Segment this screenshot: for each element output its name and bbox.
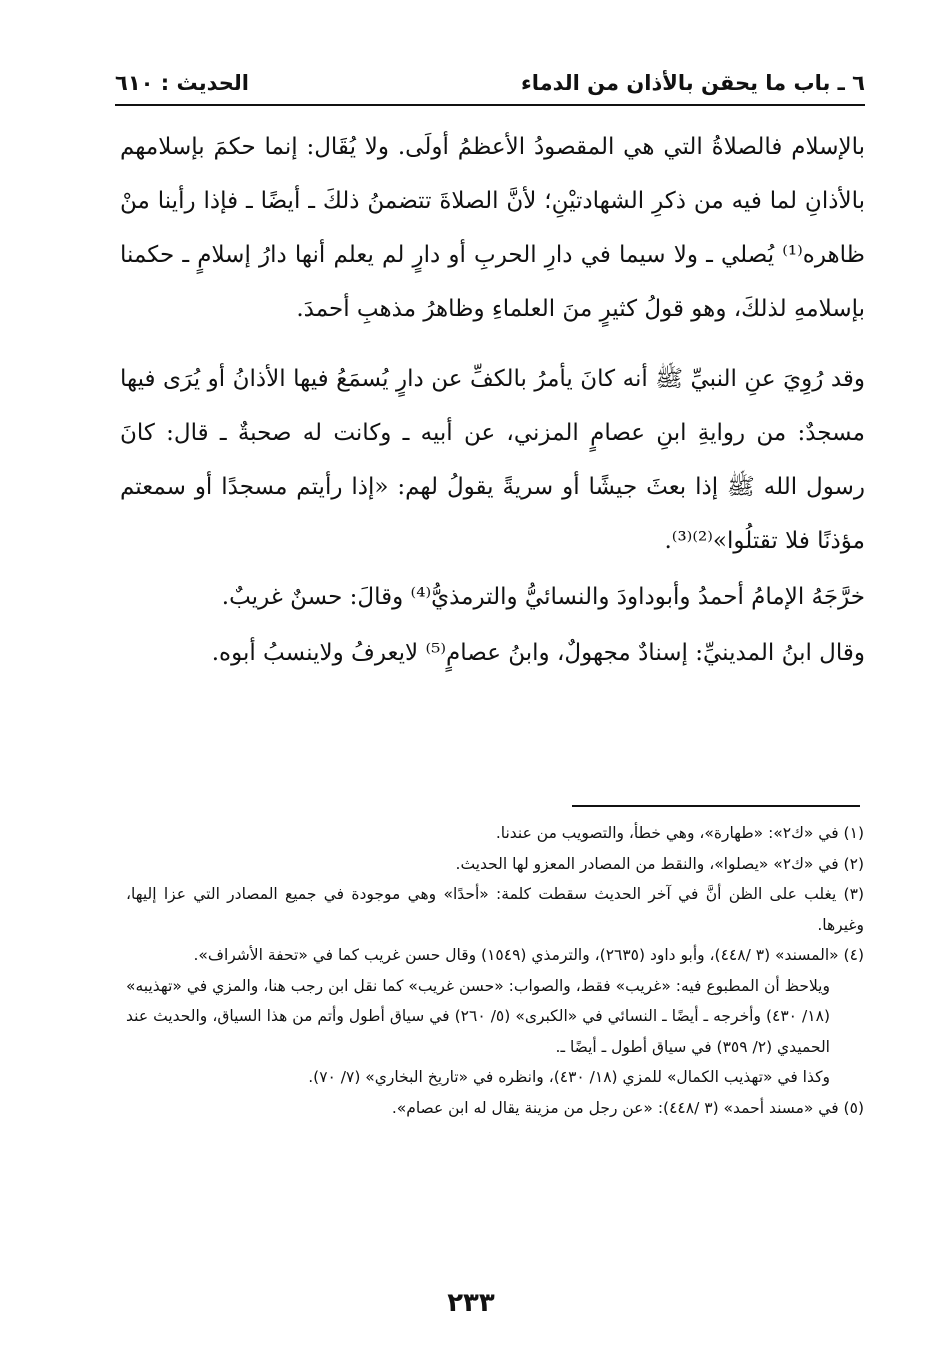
footnote-separator xyxy=(572,805,860,807)
footnote-2: (٢) في «ك٢» «يصلوا»، والنقط من المصادر المعزو لها الحديث. xyxy=(455,854,864,873)
header-rule xyxy=(115,104,865,106)
paragraph-1: بالإسلام فالصلاةُ التي هي المقصودُ الأعظمُ أولَى. ولا يُقَال: إنما حكمَ بإسلامهم بالأذانِ لما فيه من ذكرِ الشهادتيْنِ؛ لأنَّ الصلاةَ تتضمنُ ذلكَ ـ أيضًا ـ فإذا رأينا منْ ظاهره⁽¹⁾ يُصلي ـ ولا سيما في دارِ الحربِ أو دارٍ لم يعلم أنها دارُ إسلامٍ ـ حكمنا بإسلامهِ لذلكَ، وهو قولُ كثيرٍ منَ العلماءِ وظاهرُ مذهبِ أحمدَ. xyxy=(120,134,865,322)
footnote-4: (٤) «المسند» (٣ /٤٤٨)، وأبو داود (٢٦٣٥)، والترمذي (١٥٤٩) وقال حسن غريب كما في «تحفة الأشراف». xyxy=(193,946,864,964)
hadith-reference: الحديث : ٦١٠ xyxy=(115,71,249,95)
footnotes xyxy=(126,818,864,1123)
footnote-4-continuation-2: وكذا في «تهذيب الكمال» للمزي (١٨/ ٤٣٠)، وانظره في «تاريخ البخاري» (٧/ ٧٠). xyxy=(308,1068,830,1086)
running-header xyxy=(115,66,865,100)
footnote-3: (٣) يغلب على الظن أنَّ في آخر الحديث سقطت كلمة: «أحدًا» وهي موجودة في جميع المصادر التي عزا إليها، وغيرها. xyxy=(126,885,864,934)
paragraph-3: خرَّجَهُ الإمامُ أحمدُ وأبوداودَ والنسائيُّ والترمذيُّ⁽⁴⁾ وقالَ: حسنٌ غريبٌ. xyxy=(221,584,865,610)
footnote-5: (٥) في «مسند أحمد» (٣ /٤٤٨): «عن رجل من مزينة يقال له ابن عصام». xyxy=(391,1098,864,1117)
chapter-title: ٦ ـ باب ما يحقن بالأذان من الدماء xyxy=(520,71,865,95)
footnote-4-continuation: ويلاحظ أن المطبوع فيه: «غريب» فقط، والصواب: «حسن غريب» كما نقل ابن رجب هنا، والمزي في «تهذيبه» (١٨/ ٤٣٠) وأخرجه ـ أيضًا ـ النسائي في «الكبرى» (٥/ ٢٦٠) في سياق أطول وأتم من هذا السياق، والحديث عند الحميدي (٢/ ٣٥٩) في سياق أطول ـ أيضًا ـ. xyxy=(126,976,830,1056)
main-text xyxy=(120,120,865,680)
paragraph-2: وقد رُوِيَ عنِ النبيِّ ﷺ أنه كانَ يأمرُ بالكفِّ عن دارٍ يُسمَعُ فيها الأذانُ أو يُرَى فيها مسجدٌ: من روايةِ ابنِ عصامٍ المزني، عن أبيه ـ وكانت له صحبةٌ ـ قال: كانَ رسول الله ﷺ إذا بعثَ جيشًا أو سريةً يقولُ لهم: «إذا رأيتم مسجدًا أو سمعتم مؤذنًا فلا تقتلُوا»⁽²⁾⁽³⁾. xyxy=(120,366,865,554)
footnote-1: (١) في «ك٢»: «طهارة»، وهي خطأ، والتصويب من عندنا. xyxy=(495,824,864,842)
paragraph-4: وقال ابنُ المدينيِّ: إسنادٌ مجهولٌ، وابنُ عصامٍ⁽⁵⁾ لايعرفُ ولاينسبُ أبوه. xyxy=(211,640,865,666)
page-number: ٢٣٣ xyxy=(447,1288,495,1318)
